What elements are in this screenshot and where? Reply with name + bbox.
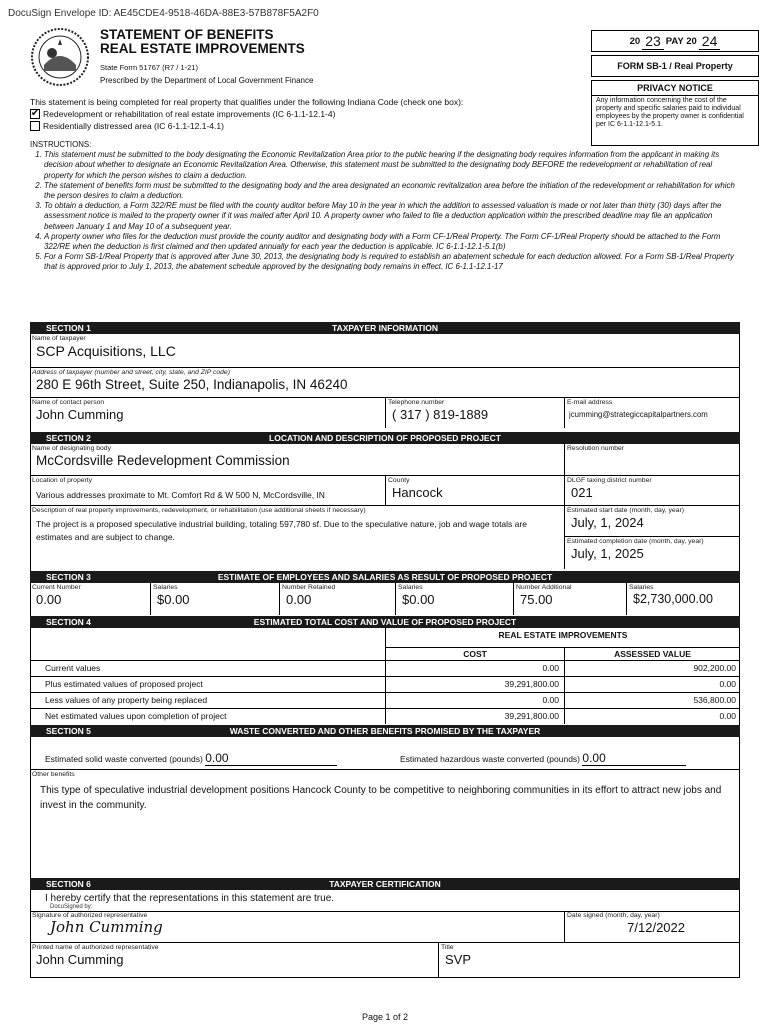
phone: ( 317 ) 819-1889 — [392, 407, 489, 422]
taxpayer-address-field[interactable] — [30, 368, 740, 398]
option-redevelopment[interactable] — [30, 109, 335, 119]
designating-body-label: Name of designating body — [32, 445, 111, 452]
section4-title: ESTIMATED TOTAL COST AND VALUE OF PROPOSED PROJECT — [253, 617, 517, 627]
divider — [30, 676, 740, 677]
form-label: FORM SB-1 / Real Property — [591, 55, 759, 77]
s3-value: $2,730,000.00 — [633, 592, 713, 606]
option-distressed-label: Residentially distressed area (IC 6-1.1-12.1-4.1) — [43, 121, 224, 131]
statement-intro: This statement is being completed for real property that qualifies under the following Indiana Code (check one box): — [30, 97, 464, 107]
email-label: E-mail address — [567, 399, 613, 406]
year-prefix: 20 — [629, 35, 641, 47]
solid-waste-value: 0.00 — [205, 751, 337, 766]
s3-value: 75.00 — [520, 592, 553, 607]
taxpayer-address-label: Address of taxpayer (number and street, city, state, and ZIP code) — [32, 369, 230, 376]
other-benefits: This type of speculative industrial development positions Hancock County to be competitive to neighboring communities in its effort to attract new jobs and invest in the community. — [40, 785, 722, 811]
divider — [386, 647, 740, 648]
additional-number-field[interactable] — [514, 583, 626, 615]
instruction-item: 4. A property owner who files for the deduction must provide the county auditor and designating body with a Form CF-1/Real Property. The Form CF-1/Real Property should be attached to the Form 322/RE when the deduction is first claimed and then updated annually for each year the deduction is applicable. IC 6-1.1-12.1-5.1(b) — [44, 232, 742, 252]
cost-header: COST — [463, 649, 487, 659]
signature: John Cumming — [50, 918, 163, 936]
start-date-field[interactable] — [565, 506, 740, 537]
s3-label: Number Retained — [282, 584, 336, 591]
contact-field[interactable] — [30, 398, 385, 428]
phone-field[interactable] — [386, 398, 564, 428]
section1-header — [30, 322, 740, 334]
dlgf-number: 021 — [571, 485, 593, 500]
contact-name: John Cumming — [36, 407, 124, 422]
hazardous-waste-label: Estimated hazardous waste converted (pounds) — [400, 754, 581, 764]
s3-label: Salaries — [398, 584, 423, 591]
phone-label: Telephone number — [388, 399, 445, 406]
location: Various addresses proximate to Mt. Comfort Rd & W 500 N, McCordsville, IN — [36, 490, 325, 500]
completion-date-label: Estimated completion date (month, day, year) — [567, 538, 704, 545]
s3-label: Salaries — [153, 584, 178, 591]
divider — [30, 660, 740, 661]
location-field[interactable] — [30, 476, 385, 506]
location-label: Location of property — [32, 477, 93, 484]
instruction-item: 1. This statement must be submitted to the body designating the Economic Revitalization Area prior to the public hearing if the designating body requires information from the applicant in making its decision about whether to designate an Economic Revitalization Area. Otherwise, this statement must be submitted to the designating body BEFORE the redevelopment or rehabilitation of real property for which the person wishes to claim a deduction. — [44, 150, 742, 181]
resolution-label: Resolution number — [567, 445, 625, 452]
s3-label: Salaries — [629, 584, 654, 591]
completion-date: July, 1, 2025 — [571, 546, 644, 561]
hazardous-waste-value: 0.00 — [582, 751, 686, 766]
instruction-item: 3. To obtain a deduction, a Form 322/RE must be filed with the county auditor before May 10 in the year in which the addition to assessed valuation is made or not later than thirty (30) days after the assessment notice is mailed to the property owner if it was mailed after April 10. A property owner who failed to file a deduction application within the prescribed deadline may file an application between January 1 and May 10 of a subsequent year. — [44, 201, 742, 232]
printed-name-field[interactable] — [30, 943, 440, 978]
title-label: Title — [441, 944, 454, 951]
year-box — [591, 30, 759, 52]
s4-row-value[interactable]: 902,200.00 — [693, 663, 736, 673]
description-label: Description of real property improvements, redevelopment, or rehabilitation (use additional sheets if necessary) — [32, 507, 366, 514]
section1-number: SECTION 1 — [46, 323, 91, 333]
prescribed-by: Prescribed by the Department of Local Government Finance — [100, 76, 314, 85]
current-salaries-field[interactable] — [151, 583, 279, 615]
checkbox-distressed[interactable] — [30, 121, 40, 131]
option-redevelopment-label: Redevelopment or rehabilitation of real estate improvements (IC 6-1.1-12.1-4) — [43, 109, 336, 119]
resolution-field[interactable] — [565, 444, 740, 476]
s4-row-value[interactable]: 0.00 — [719, 679, 736, 689]
county-field[interactable] — [386, 476, 564, 506]
title-line1: STATEMENT OF BENEFITS — [100, 27, 274, 42]
title-field[interactable] — [439, 943, 739, 978]
dlgf-label: DLGF taxing district number — [567, 477, 652, 484]
section2-number: SECTION 2 — [46, 433, 91, 443]
contact-label: Name of contact person — [32, 399, 105, 406]
taxpayer-name-label: Name of taxpayer — [32, 335, 86, 342]
s3-value: $0.00 — [157, 592, 190, 607]
start-date-label: Estimated start date (month, day, year) — [567, 507, 684, 514]
current-number-field[interactable] — [30, 583, 150, 615]
date-signed-label: Date signed (month, day, year) — [567, 912, 660, 919]
section3-number: SECTION 3 — [46, 572, 91, 582]
section6-title: TAXPAYER CERTIFICATION — [329, 879, 441, 889]
s4-row-cost[interactable]: 39,291,800.00 — [504, 711, 559, 721]
option-distressed[interactable] — [30, 121, 224, 131]
state-seal-icon — [30, 27, 90, 87]
checkbox-redevelopment[interactable]: ✔ — [30, 108, 40, 119]
hazardous-waste-field[interactable] — [400, 751, 686, 766]
instructions — [30, 140, 742, 273]
instruction-item: 2. The statement of benefits form must be submitted to the designating body and the area designated an economic revitalization area before the initiation of the redevelopment or rehabilitation for which the person desires to claim a deduction. — [44, 181, 742, 201]
county: Hancock — [392, 485, 443, 500]
taxpayer-address: 280 E 96th Street, Suite 250, Indianapolis, IN 46240 — [36, 377, 348, 392]
title-value: SVP — [445, 952, 472, 967]
title-line2: REAL ESTATE IMPROVEMENTS — [100, 41, 305, 56]
section2-header — [30, 432, 740, 444]
envelope-id: DocuSign Envelope ID: AE45CDE4-9518-46DA-88E3-57B878F5A2F0 — [8, 8, 319, 19]
s3-label: Current Number — [32, 584, 81, 591]
s4-row-cost[interactable]: 0.00 — [542, 663, 559, 673]
page-number: Page 1 of 2 — [361, 1012, 409, 1022]
dlgf-field[interactable] — [565, 476, 740, 506]
section5-header — [30, 725, 740, 737]
certification-text: I hereby certify that the representations in this statement are true. — [45, 893, 335, 904]
start-date: July, 1, 2024 — [571, 515, 644, 530]
section5-number: SECTION 5 — [46, 726, 91, 736]
section6-header — [30, 878, 740, 890]
privacy-title: PRIVACY NOTICE — [592, 81, 758, 96]
assessed-value-header: ASSESSED VALUE — [614, 649, 691, 659]
s3-label: Number Additional — [516, 584, 572, 591]
completion-date-field[interactable] — [565, 537, 740, 569]
section3-title: ESTIMATE OF EMPLOYEES AND SALARIES AS RESULT OF PROPOSED PROJECT — [217, 572, 553, 582]
state-form-number: State Form 51767 (R7 / 1-21) — [100, 63, 198, 72]
solid-waste-field[interactable] — [45, 751, 337, 766]
section1-title: TAXPAYER INFORMATION — [332, 323, 438, 333]
privacy-notice — [591, 80, 759, 146]
designating-body-field[interactable] — [30, 444, 564, 476]
date-signed: 7/12/2022 — [627, 920, 685, 935]
retained-salaries-field[interactable] — [396, 583, 513, 615]
docusigned-badge: DocuSigned by: — [50, 904, 93, 910]
section6-number: SECTION 6 — [46, 879, 91, 889]
s4-row-value[interactable]: 0.00 — [719, 711, 736, 721]
county-label: County — [388, 477, 410, 484]
year-field[interactable]: 23 — [642, 33, 664, 50]
real-estate-group: REAL ESTATE IMPROVEMENTS — [498, 630, 628, 640]
taxpayer-name-field[interactable] — [30, 334, 740, 368]
s4-row-cost[interactable]: 0.00 — [542, 695, 559, 705]
date-signed-field[interactable] — [565, 911, 740, 943]
s4-row-cost[interactable]: 39,291,800.00 — [504, 679, 559, 689]
retained-number-field[interactable] — [280, 583, 395, 615]
email: jcumming@strategiccapitalpartners.com — [569, 410, 708, 419]
description-field[interactable] — [30, 506, 564, 569]
section2-title: LOCATION AND DESCRIPTION OF PROPOSED PROJECT — [269, 433, 501, 443]
section5-title: WASTE CONVERTED AND OTHER BENEFITS PROMISED BY THE TAXPAYER — [229, 726, 541, 736]
divider — [30, 692, 740, 693]
s4-row-label: Less values of any property being replaced — [45, 695, 208, 705]
signature-label: Signature of authorized representative — [32, 912, 148, 919]
additional-salaries-field[interactable] — [627, 583, 740, 615]
section4-number: SECTION 4 — [46, 617, 91, 627]
instruction-item: 5. For a Form SB-1/Real Property that is approved after June 30, 2013, the designating body is required to establish an abatement schedule for each deduction allowed. For a Form SB-1/Real Property that is approved prior to July 1, 2013, the abatement schedule approved by the designating body remains in effect. IC 6-1.1-12.1-17 — [44, 252, 742, 272]
designating-body: McCordsville Redevelopment Commission — [36, 453, 290, 468]
s4-row-label: Plus estimated values of proposed project — [45, 679, 203, 689]
instructions-heading: INSTRUCTIONS: — [30, 140, 92, 149]
other-benefits-label: Other benefits — [32, 771, 75, 778]
printed-name: John Cumming — [36, 952, 124, 967]
solid-waste-label: Estimated solid waste converted (pounds) — [45, 754, 203, 764]
s3-value: $0.00 — [402, 592, 435, 607]
signature-field[interactable] — [30, 911, 564, 943]
s4-row-label: Current values — [45, 663, 101, 673]
printed-name-label: Printed name of authorized representative — [32, 944, 159, 951]
divider — [30, 708, 740, 709]
s4-row-value[interactable]: 536,800.00 — [693, 695, 736, 705]
s3-value: 0.00 — [36, 592, 62, 607]
section3-header — [30, 571, 740, 583]
description: The project is a proposed speculative industrial building, totaling 597,780 sf. Due to the speculative nature, job and wage totals are estimates and are subject to change. — [36, 519, 527, 542]
s4-row-label: Net estimated values upon completion of project — [45, 711, 227, 721]
pay-label: PAY 20 — [665, 35, 697, 47]
s3-value: 0.00 — [286, 592, 312, 607]
other-benefits-field[interactable] — [30, 770, 740, 876]
form-title — [100, 28, 305, 56]
email-field[interactable] — [565, 398, 740, 428]
section4-header — [30, 616, 740, 628]
taxpayer-name: SCP Acquisitions, LLC — [36, 343, 176, 359]
pay-year-field[interactable]: 24 — [699, 33, 721, 50]
privacy-text: Any information concerning the cost of the property and specific salaries paid to individual employees by the property owner is confidential per IC 6-1.1-12.1-5.1. — [596, 97, 744, 128]
